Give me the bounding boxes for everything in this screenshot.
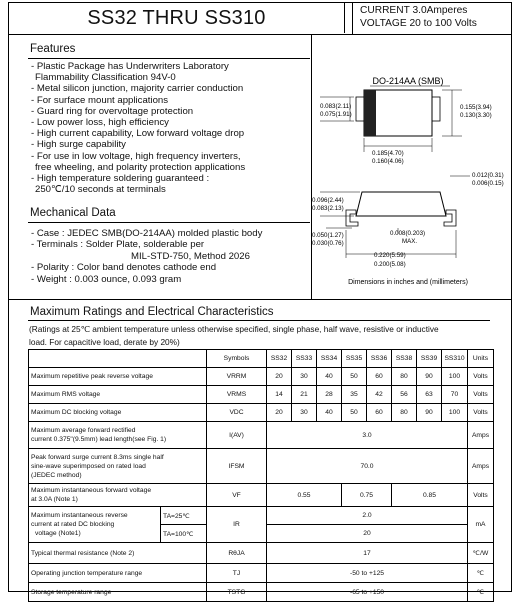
- table-header-row: [29, 350, 494, 368]
- mechanical-item: - Polarity : Color band denotes cathode end: [31, 262, 217, 274]
- feature-item: 250℃/10 seconds at terminals: [35, 184, 166, 196]
- value-cell: 70: [442, 386, 468, 404]
- value-cell: 60: [367, 368, 392, 386]
- param-cell: Maximum DC blocking voltage: [29, 404, 207, 422]
- param-cell: Operating junction temperature range: [29, 564, 207, 583]
- table-row: [29, 422, 494, 449]
- dimensions-caption: Dimensions in inches and (millimeters): [348, 279, 468, 286]
- lead-left: [356, 97, 364, 121]
- symbol-cell: IR: [207, 507, 267, 543]
- table-row: [29, 507, 494, 525]
- dim-label: 0.083(2.11): [320, 103, 352, 110]
- lead-side-right: [444, 210, 456, 226]
- feature-item: - High surge capability: [31, 139, 126, 151]
- table-row: [29, 449, 494, 484]
- param-cell: [29, 449, 207, 484]
- param-line: voltage (Note1): [35, 530, 81, 537]
- header-cell: SS39: [417, 350, 442, 368]
- ratings-heading-rule: [28, 320, 490, 321]
- dim-label: 0.160(4.06): [372, 158, 404, 165]
- value-cell: 21: [292, 386, 317, 404]
- header-specs: [360, 4, 477, 30]
- value-cell: 90: [417, 404, 442, 422]
- package-name: DO-214AA (SMB): [372, 76, 444, 86]
- value-cell: 56: [392, 386, 417, 404]
- dim-label: 0.220(5.59): [374, 252, 406, 259]
- symbol-cell: I(AV): [207, 422, 267, 449]
- unit-cell: Volts: [468, 404, 494, 422]
- value-cell: 90: [417, 368, 442, 386]
- mechanical-rule: [28, 222, 310, 223]
- dim-label: MAX.: [402, 238, 418, 245]
- param-cell: Typical thermal resistance (Note 2): [29, 543, 207, 564]
- value-cell: 14: [267, 386, 292, 404]
- feature-item: - Metal silicon junction, majority carrier conduction: [31, 83, 244, 95]
- ratings-note: [29, 323, 499, 348]
- ratings-note-line: (Ratings at 25℃ ambient temperature unless otherwise specified, single phase, half wave, resistive or inductive: [29, 324, 439, 334]
- dim-label: 0.075(1.91): [320, 111, 352, 118]
- value-cell: -65 to +150: [267, 583, 468, 602]
- param-line: current at rated DC blocking: [31, 521, 115, 528]
- unit-cell: ℃/W: [468, 543, 494, 564]
- dim-label: 0.006(0.15): [472, 180, 504, 187]
- param-cell: Storage temperature range: [29, 583, 207, 602]
- table-row: [29, 484, 494, 507]
- feature-item: - Plastic Package has Underwriters Laboratory: [31, 61, 229, 72]
- value-cell: 3.0: [267, 422, 468, 449]
- param-line: Maximum instantaneous reverse: [31, 512, 128, 519]
- feature-item: - High current capability, Low forward voltage drop: [31, 128, 245, 140]
- feature-item: - High temperature soldering guaranteed :: [31, 173, 210, 185]
- param-line: Maximum instantaneous forward voltage: [31, 487, 152, 494]
- value-cell: 42: [367, 386, 392, 404]
- mechanical-list: [31, 228, 311, 285]
- symbol-cell: TSTG: [207, 583, 267, 602]
- param-line: (JEDEC method): [31, 471, 82, 479]
- value-cell: 20: [267, 368, 292, 386]
- param-cell: [29, 507, 161, 543]
- features-heading: Features: [30, 43, 76, 55]
- unit-cell: ℃: [468, 583, 494, 602]
- header-divider: [352, 2, 353, 34]
- part-title: SS32 THRU SS310: [9, 3, 345, 33]
- mechanical-item: - Case : JEDEC SMB(DO-214AA) molded plastic body: [31, 228, 263, 239]
- symbol-cell: VRRM: [207, 368, 267, 386]
- dim-label: 0.096(2.44): [312, 197, 344, 204]
- table-row: [29, 404, 494, 422]
- value-cell: 100: [442, 368, 468, 386]
- symbol-cell: TJ: [207, 564, 267, 583]
- table-row: [29, 583, 494, 602]
- mechanical-item: - Weight : 0.003 ounce, 0.093 gram: [31, 273, 182, 285]
- header-cell: SS35: [342, 350, 367, 368]
- header-cell: SS34: [317, 350, 342, 368]
- feature-item: Flammability Classification 94V-0: [35, 72, 176, 84]
- ratings-note-line: load. For capacitive load, derate by 20%): [29, 336, 180, 347]
- header-cell: SS38: [392, 350, 417, 368]
- unit-cell: ℃: [468, 564, 494, 583]
- temp-cell: TA=25℃: [161, 507, 207, 525]
- dim-label: 0.185(4.70): [372, 150, 404, 157]
- value-cell: 30: [292, 368, 317, 386]
- lead-side-left: [346, 210, 358, 226]
- lead-right: [432, 97, 440, 121]
- value-cell: 70.0: [267, 449, 468, 484]
- value-cell: 100: [442, 404, 468, 422]
- symbol-cell: VDC: [207, 404, 267, 422]
- dim-label: 0.012(0.31): [472, 172, 504, 179]
- header-cell: SS310: [442, 350, 468, 368]
- param-cell: [29, 422, 207, 449]
- features-rule: [28, 58, 310, 59]
- header-cell: [29, 350, 207, 368]
- symbol-cell: VRMS: [207, 386, 267, 404]
- feature-item: - Low power loss, high efficiency: [31, 117, 169, 129]
- param-cell: Maximum RMS voltage: [29, 386, 207, 404]
- ratings-rule-top: [9, 299, 511, 300]
- value-cell: 28: [317, 386, 342, 404]
- features-list: [31, 61, 306, 195]
- value-cell: 0.75: [342, 484, 392, 507]
- ratings-heading: Maximum Ratings and Electrical Characteristics: [30, 306, 274, 318]
- table-row: [29, 543, 494, 564]
- feature-item: - For use in low voltage, high frequency inverters,: [31, 150, 241, 162]
- value-cell: 20: [267, 404, 292, 422]
- header-cell: SS33: [292, 350, 317, 368]
- dim-label: 0.155(3.94): [460, 104, 492, 111]
- value-cell: 50: [342, 368, 367, 386]
- param-line: current 0.375"(9.5mm) lead length(see Fig. 1): [31, 436, 167, 443]
- value-cell: 50: [342, 404, 367, 422]
- ratings-table: [28, 349, 494, 602]
- dim-label: 0.050(1.27): [312, 232, 344, 239]
- table-row: [29, 386, 494, 404]
- header-cell: SS32: [267, 350, 292, 368]
- mechanical-heading: Mechanical Data: [30, 207, 116, 219]
- voltage-rating: VOLTAGE 20 to 100 Volts: [360, 18, 477, 29]
- unit-cell: mA: [468, 507, 494, 543]
- symbol-cell: IFSM: [207, 449, 267, 484]
- header-cell: Units: [468, 350, 494, 368]
- symbol-cell: VF: [207, 484, 267, 507]
- param-line: sine-wave superimposed on rated load: [31, 462, 146, 470]
- table-row: [29, 564, 494, 583]
- feature-item: - Guard ring for overvoltage protection: [31, 105, 194, 117]
- value-cell: 0.55: [267, 484, 342, 507]
- cathode-band: [364, 90, 376, 136]
- value-cell: 2.0: [267, 507, 468, 525]
- value-cell: 80: [392, 404, 417, 422]
- symbol-cell: RθJA: [207, 543, 267, 564]
- param-line: Peak forward surge current 8.3ms single half: [31, 453, 164, 461]
- value-cell: 20: [267, 525, 468, 543]
- dim-label: 0.200(5.08): [374, 261, 406, 268]
- header-rule: [9, 34, 511, 35]
- unit-cell: Amps: [468, 449, 494, 484]
- unit-cell: Volts: [468, 368, 494, 386]
- unit-cell: Amps: [468, 422, 494, 449]
- param-line: Maximum average forward rectified: [31, 427, 136, 434]
- value-cell: 80: [392, 368, 417, 386]
- feature-item: free wheeling, and polarity protection applications: [35, 161, 246, 173]
- value-cell: 40: [317, 368, 342, 386]
- dim-label: 0.130(3.30): [460, 112, 492, 119]
- current-rating: CURRENT 3.0Amperes: [360, 5, 468, 16]
- value-cell: 63: [417, 386, 442, 404]
- unit-cell: Volts: [468, 484, 494, 507]
- dim-label: 0.030(0.76): [312, 240, 344, 247]
- value-cell: 30: [292, 404, 317, 422]
- header-cell: Symbols: [207, 350, 267, 368]
- value-cell: 17: [267, 543, 468, 564]
- mechanical-item: - Terminals : Solder Plate, solderable per: [31, 239, 205, 251]
- package-body-side: [356, 192, 446, 216]
- param-cell: Maximum repetitive peak reverse voltage: [29, 368, 207, 386]
- value-cell: 35: [342, 386, 367, 404]
- value-cell: 40: [317, 404, 342, 422]
- temp-cell: TA=100℃: [161, 525, 207, 543]
- value-cell: 60: [367, 404, 392, 422]
- param-cell: [29, 484, 207, 507]
- param-line: at 3.0A (Note 1): [31, 496, 78, 503]
- unit-cell: Volts: [468, 386, 494, 404]
- package-drawing: [312, 70, 510, 295]
- header-cell: SS36: [367, 350, 392, 368]
- dim-label: 0.083(2.13): [312, 205, 344, 212]
- value-cell: 0.85: [392, 484, 468, 507]
- feature-item: - For surface mount applications: [31, 94, 169, 106]
- dim-label: 0.008(0.203): [390, 230, 426, 237]
- value-cell: -50 to +125: [267, 564, 468, 583]
- mechanical-item: MIL-STD-750, Method 2026: [131, 250, 250, 262]
- table-row: [29, 368, 494, 386]
